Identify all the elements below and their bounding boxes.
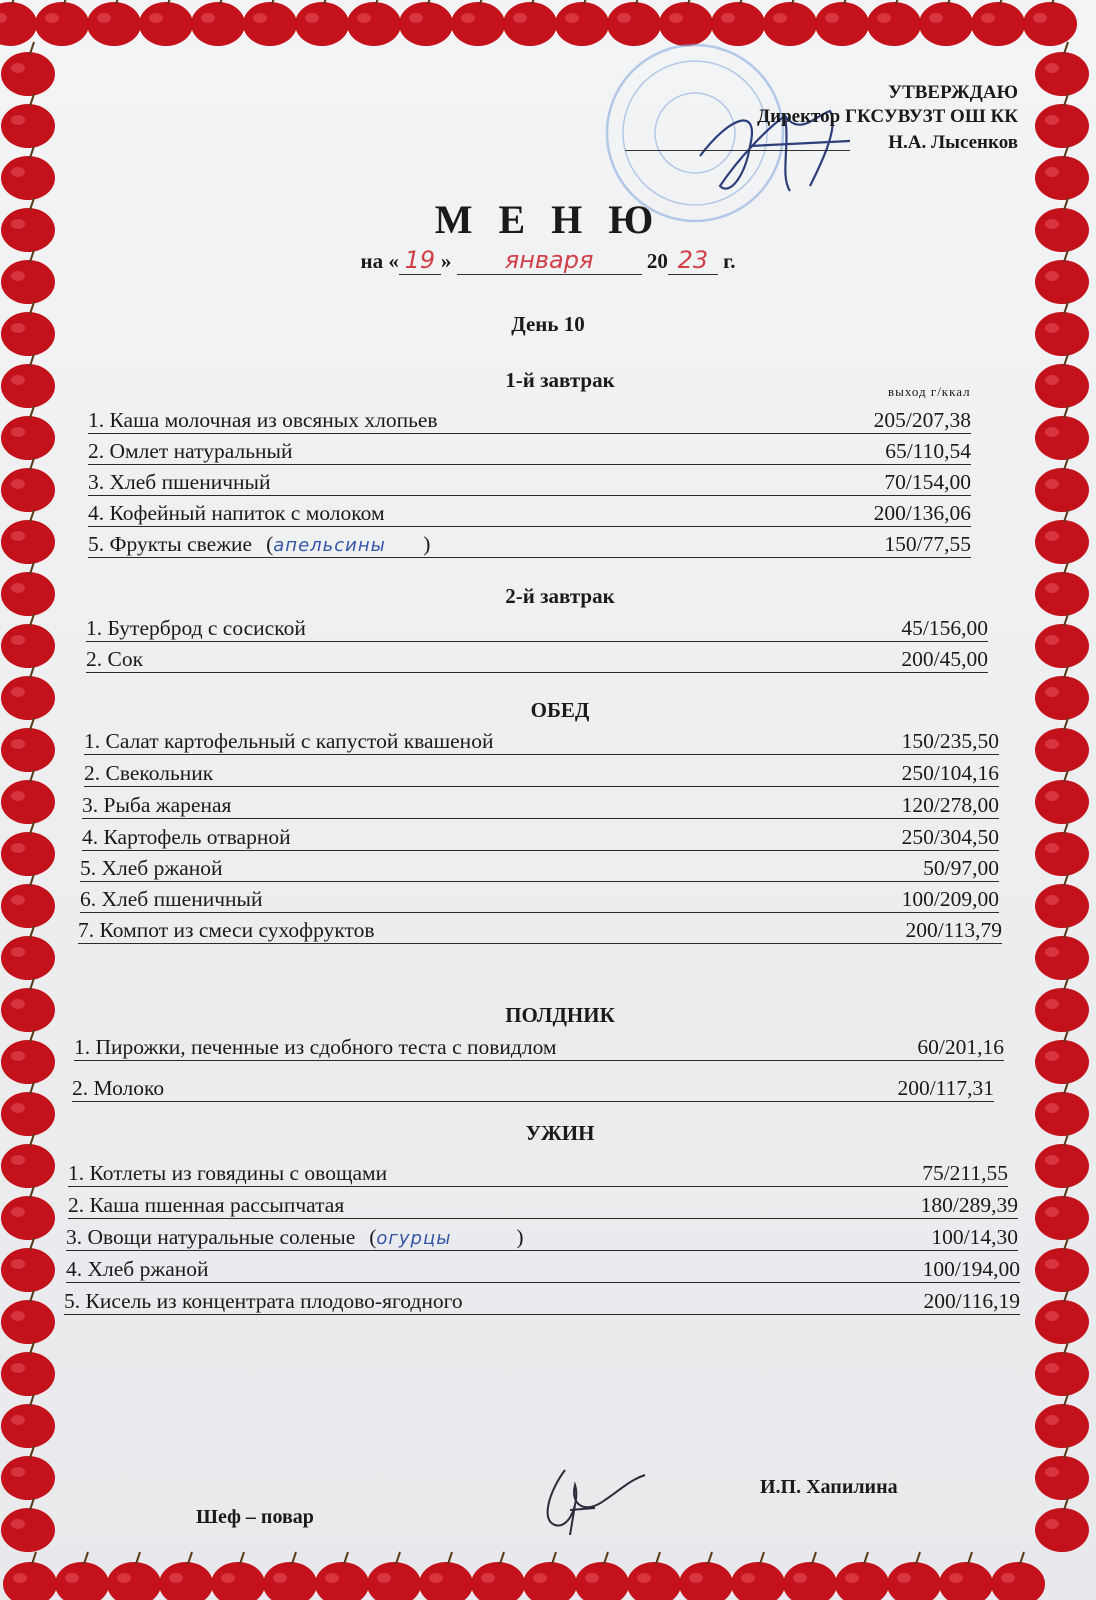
menu-item-name — [88, 408, 438, 433]
apple-decoration — [1, 614, 55, 668]
approval-position: Директор ГКСУВУЗТ ОШ КК — [757, 106, 1018, 127]
apple-decoration — [575, 1552, 629, 1600]
apple-decoration — [1, 406, 55, 460]
menu-item-row — [88, 465, 971, 496]
menu-item-label: 2. Молоко — [72, 1076, 165, 1100]
apple-decoration — [1035, 874, 1089, 928]
menu-item-name — [86, 616, 306, 641]
apple-decoration — [523, 1552, 577, 1600]
date-year: 23 — [668, 246, 718, 275]
menu-item-value: 200/117,31 — [897, 1076, 994, 1100]
date-month: января — [457, 246, 642, 275]
apple-decoration — [1035, 822, 1089, 876]
apple-decoration — [55, 1552, 109, 1600]
approval-signature-line — [625, 150, 850, 151]
menu-item-label: 1. Бутерброд с сосиской — [86, 616, 306, 640]
menu-item-name — [82, 825, 291, 850]
apple-decoration — [1035, 354, 1089, 408]
apple-decoration — [1023, 0, 1077, 46]
apple-decoration — [1, 822, 55, 876]
day-label: День 10 — [511, 312, 585, 336]
apple-decoration — [971, 0, 1025, 46]
apple-decoration — [315, 1552, 369, 1600]
apple-decoration — [1, 1030, 55, 1084]
date-prefix: на « — [360, 249, 399, 273]
chef-signature — [535, 1460, 655, 1540]
menu-item-name — [80, 856, 223, 881]
menu-item-name — [66, 1257, 209, 1282]
menu-item-name — [74, 1035, 557, 1060]
menu-item-label: 4. Кофейный напиток с молоком — [88, 501, 385, 525]
section-title: 2-й завтрак — [505, 584, 615, 608]
apple-decoration — [1035, 42, 1089, 96]
menu-item-row — [66, 1220, 1018, 1251]
apple-decoration — [1, 42, 55, 96]
menu-item-name — [88, 439, 293, 464]
apple-decoration — [1, 1134, 55, 1188]
menu-item-label: 4. Хлеб ржаной — [66, 1257, 209, 1281]
apple-decoration — [1035, 770, 1089, 824]
apple-decoration — [867, 0, 921, 46]
menu-item-row — [68, 1188, 1018, 1219]
apple-decoration — [991, 1552, 1045, 1600]
apple-decoration — [1035, 1186, 1089, 1240]
apple-decoration — [1035, 1030, 1089, 1084]
approval-heading: УТВЕРЖДАЮ — [888, 82, 1018, 103]
menu-item-name — [88, 501, 385, 526]
apple-decoration — [627, 1552, 681, 1600]
menu-item-name — [68, 1193, 344, 1218]
apple-decoration — [1, 562, 55, 616]
units-label: выход г/ккал — [888, 384, 971, 399]
apple-decoration — [1035, 1394, 1089, 1448]
apple-decoration — [1035, 146, 1089, 200]
menu-item-value: 150/235,50 — [901, 729, 999, 753]
apple-decoration — [1, 354, 55, 408]
menu-item-value: 70/154,00 — [884, 470, 971, 494]
menu-item-name — [84, 729, 493, 754]
apple-decoration — [815, 0, 869, 46]
menu-item-value: 205/207,38 — [873, 408, 971, 432]
menu-item-value: 180/289,39 — [920, 1193, 1018, 1217]
menu-item-label: 6. Хлеб пшеничный — [80, 887, 263, 911]
apple-decoration — [0, 0, 37, 46]
menu-item-value: 200/136,06 — [873, 501, 971, 525]
menu-item-row — [72, 1071, 994, 1102]
menu-item-name — [68, 1161, 387, 1186]
apple-decoration — [1, 978, 55, 1032]
apple-decoration — [263, 1552, 317, 1600]
apple-decoration — [1, 1082, 55, 1136]
apple-decoration — [1, 510, 55, 564]
chef-name: И.П. Хапилина — [760, 1476, 898, 1498]
date-year-prefix: 20 — [646, 249, 668, 273]
menu-item-label: 3. Хлеб пшеничный — [88, 470, 271, 494]
apple-decoration — [1035, 1238, 1089, 1292]
apple-decoration — [1, 1342, 55, 1396]
apple-decoration — [3, 1552, 57, 1600]
menu-item-row — [88, 527, 971, 558]
apple-decoration — [1, 718, 55, 772]
menu-item-row — [88, 403, 971, 434]
menu-item-name — [72, 1076, 164, 1101]
apple-decoration — [1, 1394, 55, 1448]
menu-item-name — [84, 761, 213, 786]
apple-decoration — [1035, 1446, 1089, 1500]
apple-decoration — [1035, 94, 1089, 148]
menu-item-row — [84, 756, 999, 787]
apple-decoration — [451, 0, 505, 46]
menu-item-name — [78, 918, 375, 943]
apple-decoration — [1035, 458, 1089, 512]
menu-item-row — [64, 1284, 1020, 1315]
menu-date — [0, 246, 1096, 275]
apple-decoration — [1035, 926, 1089, 980]
menu-item-label: 1. Салат картофельный с капустой квашеной — [84, 729, 494, 753]
apple-decoration — [107, 1552, 161, 1600]
date-close-quote: » — [440, 249, 452, 273]
apple-decoration — [1035, 562, 1089, 616]
menu-item-value: 75/211,55 — [922, 1161, 1008, 1185]
menu-item-row — [66, 1252, 1020, 1283]
menu-item-label: 1. Котлеты из говядины с овощами — [68, 1161, 388, 1185]
apple-decoration — [1035, 406, 1089, 460]
menu-item-label: 2. Сок — [86, 647, 144, 671]
apple-decoration — [35, 0, 89, 46]
menu-item-name — [88, 470, 271, 495]
menu-item-row — [88, 496, 971, 527]
apple-decoration — [471, 1552, 525, 1600]
chef-label: Шеф – повар — [196, 1506, 314, 1528]
date-suffix: г. — [723, 249, 736, 273]
handwritten-note: огурцы — [376, 1228, 452, 1249]
menu-item-row — [80, 882, 999, 913]
apple-decoration — [1, 146, 55, 200]
handwritten-note: апельсины — [273, 535, 386, 556]
menu-item-label: 2. Каша пшенная рассыпчатая — [68, 1193, 345, 1217]
apple-decoration — [1035, 1134, 1089, 1188]
menu-item-label: 5. Кисель из концентрата плодово-ягодного — [64, 1289, 463, 1313]
apple-decoration — [731, 1552, 785, 1600]
menu-item-row — [68, 1156, 1008, 1187]
apple-decoration — [1035, 1290, 1089, 1344]
apple-decoration — [191, 0, 245, 46]
menu-item-row — [80, 851, 999, 882]
menu-item-label: 4. Картофель отварной — [82, 825, 291, 849]
apple-decoration — [243, 0, 297, 46]
menu-item-value: 250/104,16 — [901, 761, 999, 785]
menu-item-value: 200/116,19 — [923, 1289, 1020, 1313]
apple-decoration — [139, 0, 193, 46]
menu-item-label: 5. Хлеб ржаной — [80, 856, 223, 880]
menu-item-name — [88, 532, 430, 557]
apple-decoration — [1035, 718, 1089, 772]
apple-decoration — [887, 1552, 941, 1600]
menu-item-value: 100/194,00 — [922, 1257, 1020, 1281]
apple-decoration — [1, 458, 55, 512]
menu-item-label: 3. Рыба жареная — [82, 793, 232, 817]
menu-item-row — [86, 611, 988, 642]
apple-decoration — [1035, 1082, 1089, 1136]
apple-decoration — [211, 1552, 265, 1600]
menu-item-label: 1. Каша молочная из овсяных хлопьев — [88, 408, 438, 432]
apple-decoration — [1, 1238, 55, 1292]
menu-item-row — [88, 434, 971, 465]
apple-decoration — [1035, 978, 1089, 1032]
menu-item-row — [82, 788, 999, 819]
menu-item-value: 100/14,30 — [931, 1225, 1018, 1249]
menu-item-row — [86, 642, 988, 673]
menu-item-label: 2. Омлет натуральный — [88, 439, 293, 463]
note-open-paren: ( — [369, 1225, 377, 1249]
apple-decoration — [367, 1552, 421, 1600]
section-title: УЖИН — [525, 1121, 595, 1145]
apple-decoration — [347, 0, 401, 46]
menu-item-row — [82, 820, 999, 851]
menu-item-row — [74, 1030, 1004, 1061]
menu-item-name — [64, 1289, 463, 1314]
menu-item-label: 3. Овощи натуральные соленые — [66, 1225, 356, 1249]
section-title: 1-й завтрак — [505, 368, 615, 392]
menu-item-value: 45/156,00 — [901, 616, 988, 640]
apple-decoration — [835, 1552, 889, 1600]
note-close-paren: ) — [516, 1225, 524, 1249]
apple-decoration — [1, 874, 55, 928]
apple-decoration — [1035, 1498, 1089, 1552]
menu-item-label: 5. Фрукты свежие — [88, 532, 253, 556]
menu-item-value: 200/113,79 — [905, 918, 1002, 942]
apple-decoration — [679, 1552, 733, 1600]
menu-item-value: 120/278,00 — [901, 793, 999, 817]
apple-decoration — [1035, 1342, 1089, 1396]
menu-item-value: 50/97,00 — [923, 856, 999, 880]
menu-item-label: 2. Свекольник — [84, 761, 214, 785]
apple-decoration — [1035, 614, 1089, 668]
menu-item-value: 60/201,16 — [917, 1035, 1004, 1059]
note-open-paren: ( — [266, 532, 274, 556]
approval-name: Н.А. Лысенков — [888, 132, 1018, 153]
menu-item-label: 7. Компот из смеси сухофруктов — [78, 918, 375, 942]
apple-decoration — [1, 1446, 55, 1500]
apple-decoration — [1, 1498, 55, 1552]
apple-decoration — [1, 1186, 55, 1240]
apple-decoration — [1, 770, 55, 824]
date-day: 19 — [399, 246, 441, 275]
apple-decoration — [419, 1552, 473, 1600]
menu-item-name — [66, 1225, 524, 1250]
apple-decoration — [919, 0, 973, 46]
section-title: ПОЛДНИК — [505, 1003, 615, 1027]
menu-item-row — [78, 913, 1002, 944]
apple-decoration — [1, 1290, 55, 1344]
apple-decoration — [1035, 510, 1089, 564]
menu-item-name — [86, 647, 143, 672]
apple-decoration — [783, 1552, 837, 1600]
menu-item-value: 65/110,54 — [885, 439, 971, 463]
menu-item-name — [80, 887, 263, 912]
menu-item-value: 100/209,00 — [901, 887, 999, 911]
page-title: М Е Н Ю — [434, 197, 662, 242]
menu-item-row — [84, 724, 999, 755]
apple-decoration — [159, 1552, 213, 1600]
apple-decoration — [1, 666, 55, 720]
apple-decoration — [503, 0, 557, 46]
menu-item-value: 200/45,00 — [901, 647, 988, 671]
menu-item-value: 250/304,50 — [901, 825, 999, 849]
apple-decoration — [87, 0, 141, 46]
apple-decoration — [399, 0, 453, 46]
note-close-paren: ) — [423, 532, 431, 556]
menu-item-value: 150/77,55 — [884, 532, 971, 556]
apple-decoration — [1, 94, 55, 148]
section-title: ОБЕД — [530, 698, 590, 722]
menu-item-label: 1. Пирожки, печенные из сдобного теста с повидлом — [74, 1035, 557, 1059]
apple-decoration — [939, 1552, 993, 1600]
menu-item-name — [82, 793, 231, 818]
apple-decoration — [1035, 666, 1089, 720]
apple-decoration — [1, 926, 55, 980]
apple-decoration — [295, 0, 349, 46]
